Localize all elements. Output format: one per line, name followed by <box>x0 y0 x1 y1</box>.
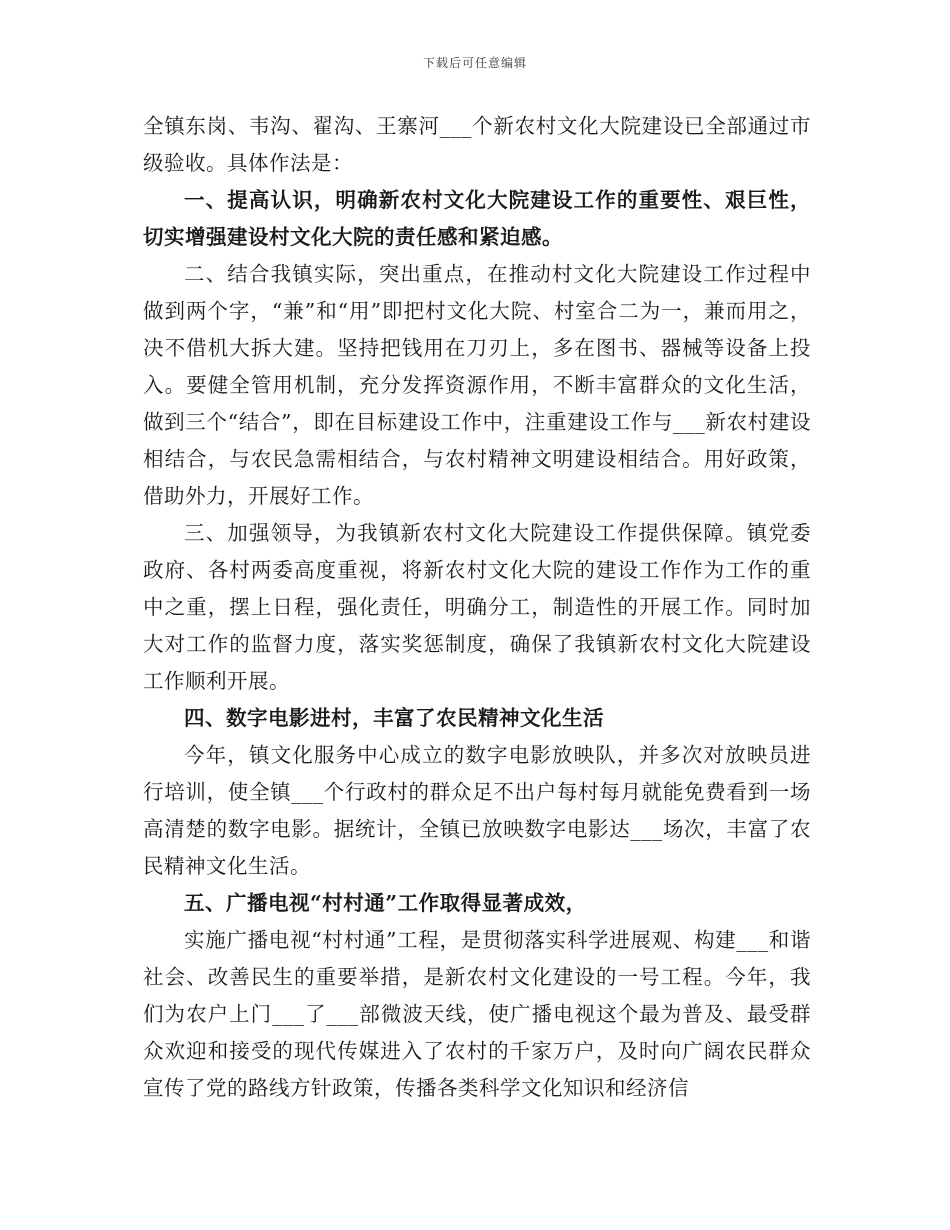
paragraph-section-5-body: 实施广播电视“村村通”工程，是贯彻落实科学进展观、构建___和谐社会、改善民生的重要举措，是新农村文化建设的一号工程。今年，我们为农户上门___了___部微波天线，使广播电视这个最为普及、最受群众欢迎和接受的现代传媒进入了农村的千家万户，及时向广阔农民群众宣传了党的路线方针政策，传播各类科学文化知识和经济信 <box>143 928 811 1100</box>
paragraph-section-4-body: 今年，镇文化服务中心成立的数字电影放映队，并多次对放映员进行培训，使全镇___个行政村的群众足不出户每村每月就能免费看到一场高清楚的数字电影。据统计，全镇已放映数字电影达___场次，丰富了农民精神文化生活。 <box>143 743 811 878</box>
paragraph-section-2: 二、结合我镇实际，突出重点，在推动村文化大院建设工作过程中做到两个字，“兼”和“用”即把村文化大院、村室合二为一，兼而用之，决不借机大拆大建。坚持把钱用在刀刃上，多在图书、器械等设备上投入。要健全管用机制，充分发挥资源作用，不断丰富群众的文化生活，做到三个“结合”，即在目标建设工作中，注重建设工作与___新农村建设相结合，与农民急需相结合，与农村精神文明建设相结合。用好政策，借助外力，开展好工作。 <box>143 262 811 508</box>
page-header: 下载后可任意编辑 <box>422 56 527 70</box>
document-body <box>143 108 811 1107</box>
paragraph-intro: 全镇东岗、韦沟、翟沟、王寨河___个新农村文化大院建设已全部通过市级验收。具体作法是： <box>143 114 811 175</box>
heading-section-4: 四、数字电影进村，丰富了农民精神文化生活 <box>184 706 604 730</box>
heading-section-1: 一、提高认识，明确新农村文化大院建设工作的重要性、艰巨性，切实增强建设村文化大院的责任感和紧迫感。 <box>143 188 811 249</box>
paragraph-section-3: 三、加强领导，为我镇新农村文化大院建设工作提供保障。镇党委政府、各村两委高度重视，将新农村文化大院的建设工作作为工作的重中之重，摆上日程，强化责任，明确分工，制造性的开展工作。同时加大对工作的监督力度，落实奖惩制度，确保了我镇新农村文化大院建设工作顺利开展。 <box>143 521 811 693</box>
heading-section-5: 五、广播电视“村村通”工作取得显著成效， <box>184 891 587 915</box>
